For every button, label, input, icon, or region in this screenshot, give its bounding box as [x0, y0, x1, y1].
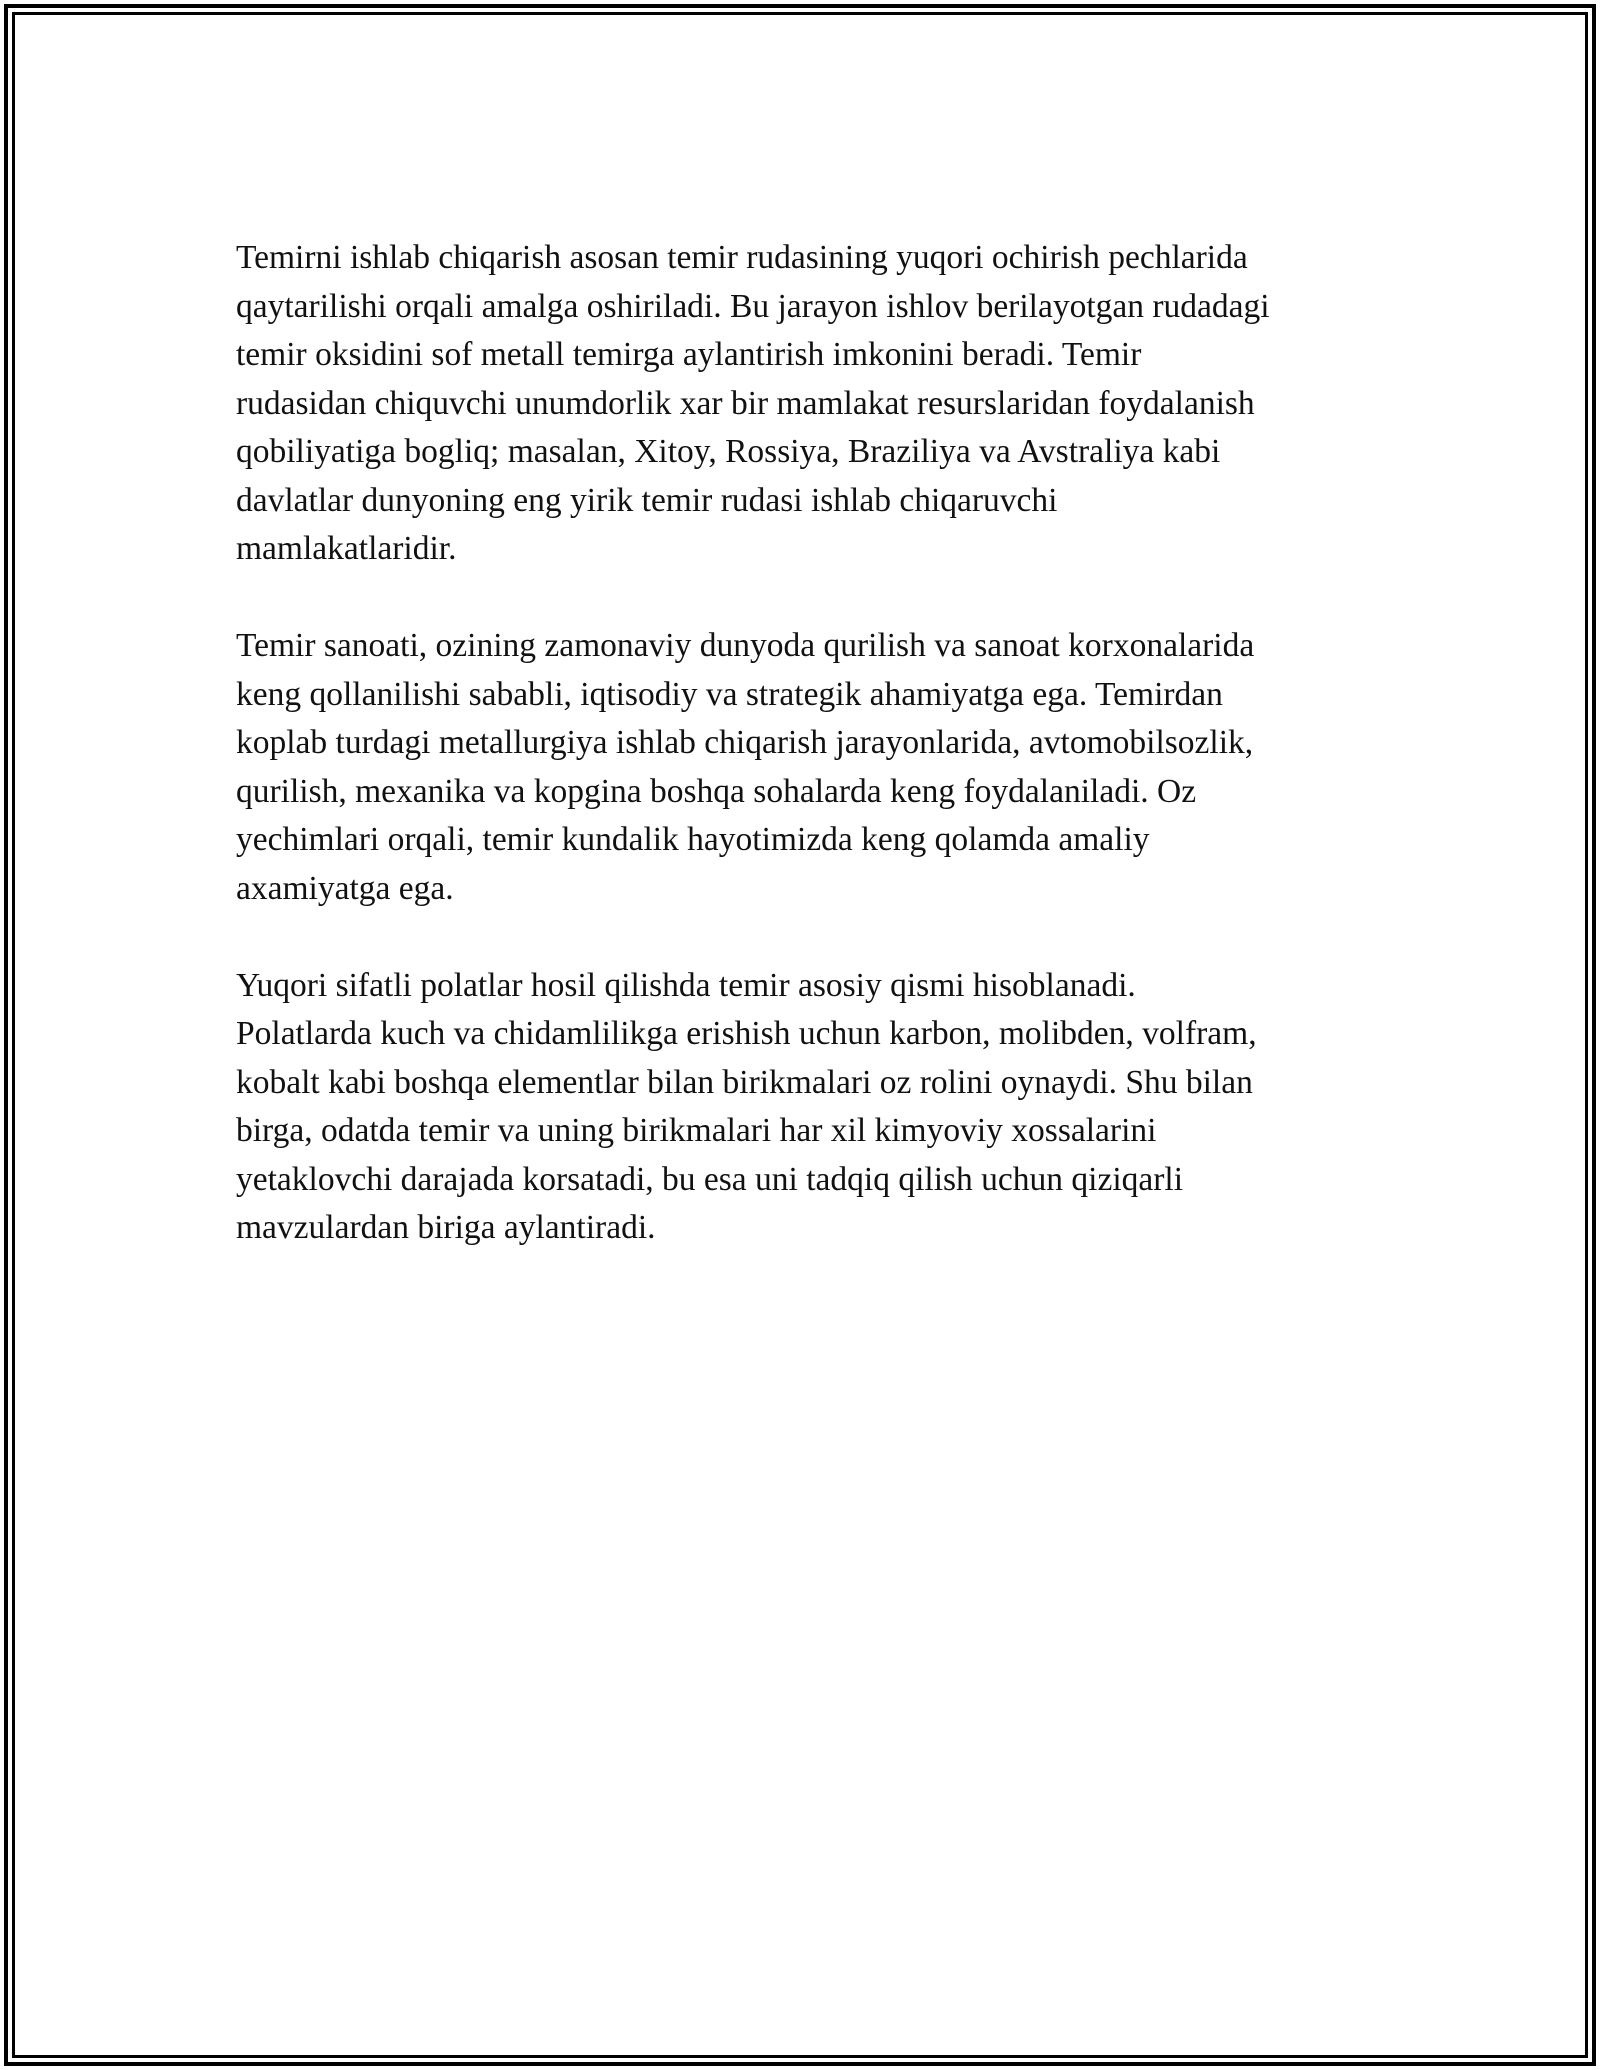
paragraph-steel-alloys: Yuqori sifatli polatlar hosil qilishda temir asosiy qismi hisoblanadi. Polatlarda kuch va chidamlilikga erishish uchun karbon, molibden, volfram, kobalt kabi boshqa elementlar bilan birikmalari oz rolini oynaydi. Shu bilan birga, odatda temir va uning birikmalari har xil kimyoviy xossalarini yetaklovchi darajada korsatadi, bu esa uni tadqiq qilish uchun qiziqarli mavzulardan biriga aylantiradi. — [236, 966, 1257, 1246]
paragraph-iron-production: Temirni ishlab chiqarish asosan temir rudasining yuqori ochirish pechlarida qaytarilishi orqali amalga oshiriladi. Bu jarayon ishlov berilayotgan rudadagi temir oksidini sof metall temirga aylantirish imkonini beradi. Temir rudasidan chiquvchi unumdorlik xar bir mamlakat resurslaridan foydalanish qobiliyatiga bogliq; masalan, Xitoy, Rossiya, Braziliya va Avstraliya kabi davlatlar dunyoning eng yirik temir rudasi ishlab chiqaruvchi mamlakatlaridir. — [236, 239, 1270, 567]
paragraph-iron-industry: Temir sanoati, ozining zamonaviy dunyoda qurilish va sanoat korxonalarida keng qollanilishi sababli, iqtisodiy va strategik ahamiyatga ega. Temirdan koplab turdagi metallurgiya ishlab chiqarish jarayonlarida, avtomobilsozlik, qurilish, mexanika va kopgina boshqa sohalarda keng foydalaniladi. Oz yechimlari orqali, temir kundalik hayotimizda keng qolamda amaliy axamiyatga ega. — [236, 627, 1255, 907]
document-body — [236, 234, 1396, 1301]
